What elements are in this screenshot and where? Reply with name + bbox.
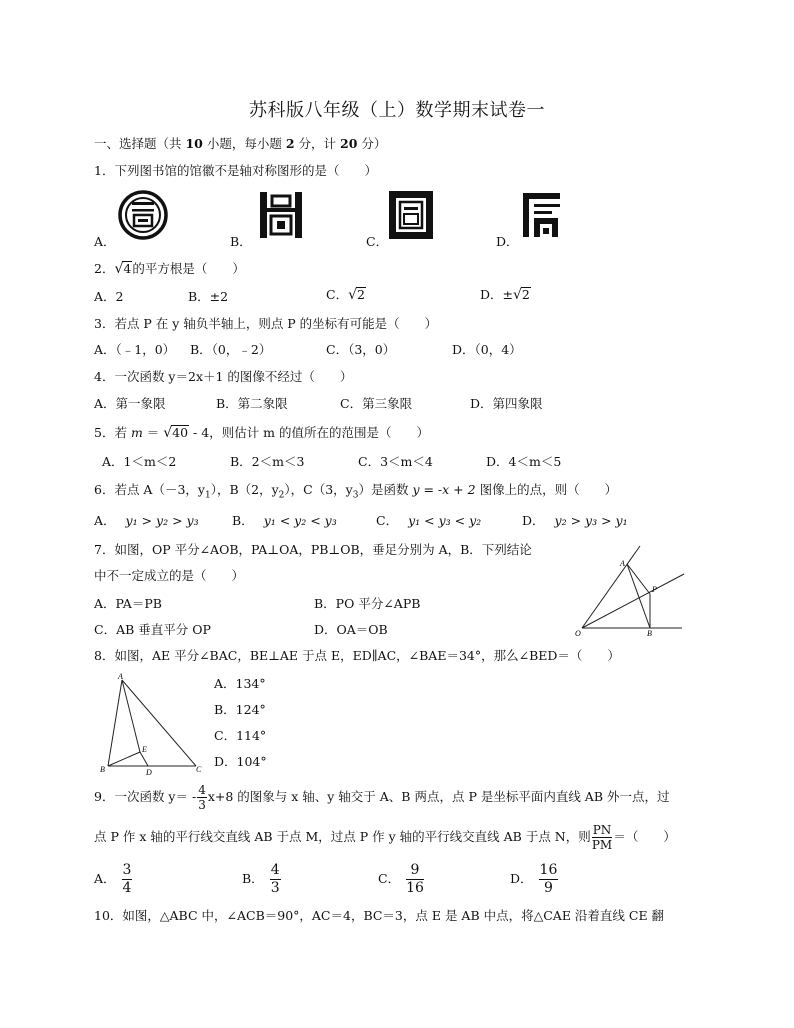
q7-label-b: B [647, 629, 652, 638]
q9-ratio-den: PM [591, 838, 613, 852]
q8-option-a: A．134° [214, 676, 266, 691]
q4-option-c: C．第三象限 [340, 396, 413, 411]
q9-option-d-fraction [539, 862, 559, 897]
q2-number: 2． [94, 261, 115, 276]
question-4-text: 4．一次函数 y＝2x＋1 的图像不经过（ ） [94, 369, 353, 384]
q9-option-d-den: 9 [543, 880, 553, 896]
q1-logo-d-icon [520, 190, 566, 240]
q6-function: y = -x + 2 [412, 482, 476, 497]
q9-option-b-fraction [270, 862, 281, 897]
q9-option-b-den: 3 [270, 880, 280, 896]
q6-part5: 图像上的点，则（ ） [475, 482, 618, 497]
question-9-line1 [94, 782, 670, 812]
q8-label-b: B [100, 765, 105, 774]
q1-option-a-label: A． [94, 234, 116, 249]
section-mid2: 分，计 [294, 136, 340, 151]
q9-line2-text: 点 P 作 x 轴的平行线交直线 AB 于点 M，过点 P 作 y 轴的平行线交直线 AB 于点 N，则 [94, 829, 591, 844]
q2-option-d-label: D．± [480, 287, 513, 302]
radical-icon: √ [348, 287, 357, 303]
q5-option-c: C．3＜m＜4 [358, 454, 433, 469]
q6-sub2: 2 [278, 490, 285, 501]
question-3-text: 3．若点 P 在 y 轴负半轴上，则点 P 的坐标有可能是（ ） [94, 316, 438, 331]
q7-label-a: A [620, 559, 625, 568]
q9-slope-fraction [197, 783, 207, 812]
section-points-each: 2 [285, 136, 295, 151]
q9-slope-den: 3 [198, 798, 206, 812]
section-count: 10 [185, 136, 203, 151]
q3-option-a: A．（﹣1，0） [94, 342, 176, 357]
question-7-line1: 7．如图，OP 平分∠AOB，PA⊥OA，PB⊥OB，垂足分别为 A，B．下列结论 [94, 542, 532, 557]
q6-option-c-label: C． [376, 513, 399, 528]
q2-radicand: 4 [123, 261, 132, 276]
question-7-line2: 中不一定成立的是（ ） [94, 568, 245, 583]
section-total: 20 [340, 136, 358, 151]
q8-label-a: A [118, 672, 123, 681]
q9-option-a-num: 3 [122, 862, 132, 878]
q6-option-b [232, 513, 337, 529]
q1-logo-a-icon [118, 190, 168, 240]
q6-option-c-expr: y₁ < y₃ < y₂ [408, 513, 482, 528]
q8-option-b: B．124° [214, 702, 266, 717]
section-header [94, 136, 386, 152]
q5-variable: m [130, 425, 143, 440]
q2-option-c [326, 287, 366, 303]
q6-option-b-expr: y₁ < y₂ < y₃ [263, 513, 337, 528]
q1-option-c-label: C． [366, 234, 389, 249]
q2-option-d [480, 287, 531, 303]
q2-question: 的平方根是（ ） [132, 261, 245, 276]
q1-option-b-label: B． [230, 234, 252, 249]
q9-option-c-den: 16 [406, 880, 424, 896]
radical-icon: √ [114, 261, 124, 277]
q5-radicand: 40 [172, 425, 189, 440]
q6-option-a-expr: y₁ > y₂ > y₃ [125, 513, 199, 528]
q6-option-d [522, 513, 628, 529]
q6-option-c [376, 513, 481, 529]
q9-option-d [510, 862, 559, 897]
question-8-text: 8．如图，AE 平分∠BAC，BE⊥AE 于点 E，ED∥AC，∠BAE＝34°，那么∠BED＝（ ） [94, 648, 620, 663]
q7-option-c: C．AB 垂直平分 OP [94, 622, 211, 637]
q9-ratio-num: PN [592, 823, 612, 837]
q2-option-b: B．±2 [188, 289, 229, 304]
q8-label-c: C [196, 765, 202, 774]
section-suffix: 分） [357, 136, 387, 151]
q7-label-p: P [652, 585, 657, 594]
q5-question: - 4，则估计 m 的值所在的范围是（ ） [189, 425, 430, 440]
q9-option-c-num: 9 [406, 862, 424, 880]
q9-option-c-label: C． [378, 871, 401, 886]
q3-option-b: B．（0，﹣2） [190, 342, 272, 357]
q9-option-a-label: A． [94, 871, 116, 886]
q4-option-b: B．第二象限 [216, 396, 288, 411]
q9-option-c-fraction [406, 862, 424, 897]
q2-option-a: A．2 [94, 289, 124, 304]
q1-logo-b-icon [258, 190, 304, 240]
q9-option-a-den: 4 [122, 880, 132, 896]
section-mid1: 小题，每小题 [202, 136, 286, 151]
q8-label-e: E [142, 745, 147, 754]
q6-part2: ），B（2，y [210, 482, 279, 497]
q5-option-a: A．1＜m＜2 [102, 454, 177, 469]
q6-part3: ），C（3，y [284, 482, 353, 497]
q6-part1: 6．若点 A（－3，y [94, 482, 205, 497]
q5-prefix: 5．若 [94, 425, 131, 440]
q9-line2-end: ＝（ ） [613, 829, 676, 844]
q7-figure [570, 540, 690, 640]
q9-option-d-num: 16 [539, 862, 558, 878]
q2-option-c-label: C． [326, 287, 349, 302]
q9-option-a [94, 862, 133, 897]
q8-option-d: D．104° [214, 754, 267, 769]
q3-option-c: C．（3，0） [326, 342, 396, 357]
q5-equals: ＝ [142, 425, 164, 440]
q6-option-d-expr: y₂ > y₃ > y₁ [554, 513, 628, 528]
q8-label-d: D [146, 768, 152, 777]
q6-sub1: 1 [204, 490, 211, 501]
q9-slope-num: 4 [198, 783, 206, 797]
q2-option-c-radicand: 2 [357, 287, 365, 302]
question-6-text [94, 482, 617, 504]
q9-option-b-num: 4 [270, 862, 280, 878]
question-1-text: 1．下列图书馆的馆徽不是轴对称图形的是（ ） [94, 163, 377, 178]
q1-logo-c-icon [388, 190, 434, 240]
q3-option-d: D．（0，4） [452, 342, 522, 357]
question-9-line2 [94, 822, 676, 852]
q2-option-d-radicand: 2 [521, 287, 530, 302]
q8-option-c: C．114° [214, 728, 267, 743]
q7-option-a: A．PA＝PB [94, 596, 162, 611]
q5-option-d: D．4＜m＜5 [486, 454, 562, 469]
q9-option-d-label: D． [510, 871, 533, 886]
radical-icon: √ [163, 425, 173, 441]
question-5-text [94, 425, 429, 441]
q9-question: x+8 的图象与 x 轴、y 轴交于 A、B 两点，点 P 是坐标平面内直线 AB 外一点，过 [207, 789, 670, 804]
q9-option-b-label: B． [242, 871, 264, 886]
q6-option-b-label: B． [232, 513, 254, 528]
question-2-text [94, 261, 245, 277]
q5-option-b: B．2＜m＜3 [230, 454, 305, 469]
q9-ratio-fraction [592, 823, 613, 852]
q4-option-d: D．第四象限 [470, 396, 543, 411]
radical-icon: √ [513, 287, 522, 303]
q6-option-a [94, 513, 199, 529]
q6-part4: ）是函数 [358, 482, 413, 497]
question-10-text: 10．如图，△ABC 中，∠ACB＝90°，AC＝4，BC＝3，点 E 是 AB 中点，将△CAE 沿着直线 CE 翻 [94, 908, 665, 923]
page-title: 苏科版八年级（上）数学期末试卷一 [249, 100, 545, 121]
q7-label-o: O [575, 629, 581, 638]
q1-option-d-label: D． [496, 234, 519, 249]
q9-prefix: 9．一次函数 y＝ - [94, 789, 197, 804]
q6-option-a-label: A． [94, 513, 116, 528]
q7-option-d: D．OA＝OB [314, 622, 388, 637]
q9-option-b [242, 862, 282, 897]
q9-option-a-fraction [122, 862, 133, 897]
q6-sub3: 3 [352, 490, 359, 501]
q8-figure [96, 672, 206, 776]
q9-option-c [378, 862, 425, 897]
q6-option-d-label: D． [522, 513, 545, 528]
q7-option-b: B．PO 平分∠APB [314, 596, 421, 611]
section-prefix: 一、选择题（共 [94, 136, 186, 151]
q4-option-a: A．第一象限 [94, 396, 166, 411]
